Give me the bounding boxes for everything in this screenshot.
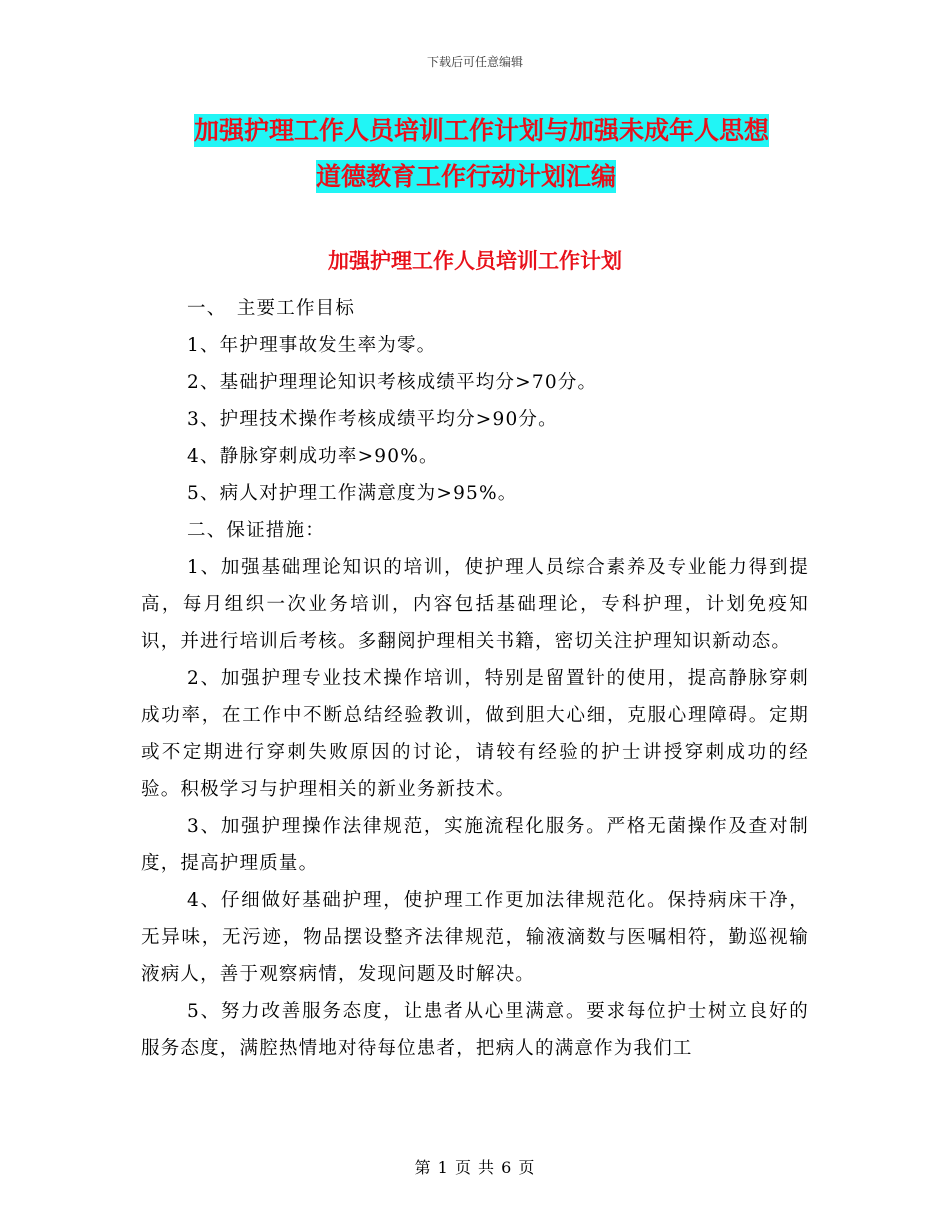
paragraph-goal-1: 1、年护理事故发生率为零。 (187, 335, 437, 356)
paragraph-goals-heading: 一、 主要工作目标 (187, 298, 356, 319)
document-title-line-1-text: 加强护理工作人员培训工作计划与加强未成年人思想 (194, 116, 770, 145)
paragraph-goal-2: 2、基础护理理论知识考核成绩平均分>70分。 (187, 372, 598, 393)
header-note: 下载后可任意编辑 (426, 55, 523, 69)
paragraph-measure-1: 1、加强基础理论知识的培训，使护理人员综合素养及专业能力得到提高，每月组织一次业务培训，内容包括基础理论，专科护理，计划免疫知识，并进行培训后考核。多翻阅护理相关书籍，密切关注护理知识新动态。 (141, 557, 809, 652)
paragraph-measures-heading: 二、保证措施： (187, 520, 325, 541)
section-title: 加强护理工作人员培训工作计划 (328, 249, 622, 273)
document-title-line-1 (140, 108, 820, 154)
document-title (140, 108, 820, 200)
paragraph-goal-5: 5、病人对护理工作满意度为>95%。 (187, 483, 518, 504)
document-body (141, 290, 809, 1067)
paragraph-goal-4: 4、静脉穿刺成功率>90%。 (187, 446, 439, 467)
paragraph-measure-3: 3、加强护理操作法律规范，实施流程化服务。严格无菌操作及查对制度，提高护理质量。 (141, 816, 809, 874)
document-title-line-2-text: 道德教育工作行动计划汇编 (316, 162, 617, 191)
paragraph-goal-3: 3、护理技术操作考核成绩平均分>90分。 (187, 409, 558, 430)
paragraph-measure-5: 5、努力改善服务态度，让患者从心里满意。要求每位护士树立良好的服务态度，满腔热情地对待每位患者，把病人的满意作为我们工 (141, 1001, 809, 1059)
document-title-line-2 (140, 154, 820, 200)
page-footer: 第 1 页 共 6 页 (414, 1158, 536, 1177)
paragraph-measure-2: 2、加强护理专业技术操作培训，特别是留置针的使用，提高静脉穿刺成功率，在工作中不断总结经验教训，做到胆大心细，克服心理障碍。定期或不定期进行穿刺失败原因的讨论，请较有经验的护士讲授穿刺成功的经验。积极学习与护理相关的新业务新技术。 (141, 668, 809, 800)
paragraph-measure-4: 4、仔细做好基础护理，使护理工作更加法律规范化。保持病床干净，无异味，无污迹，物品摆设整齐法律规范，输液滴数与医嘱相符，勤巡视输液病人，善于观察病情，发现问题及时解决。 (141, 890, 809, 985)
